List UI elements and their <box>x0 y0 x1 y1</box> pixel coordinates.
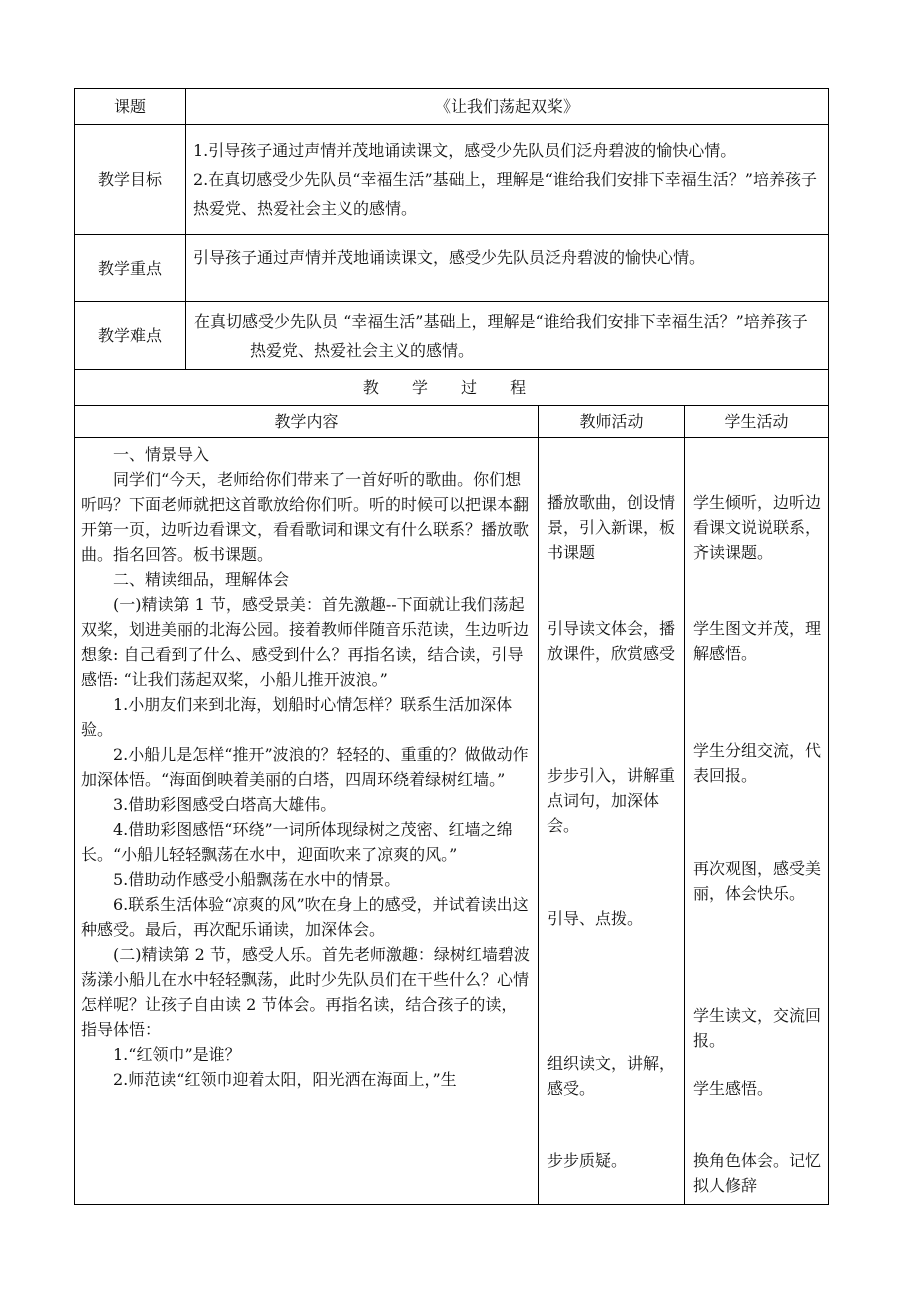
teacher-activity: 步步引入，讲解重点词句，加深体会。 <box>547 766 676 835</box>
key-point-label: 教学重点 <box>75 235 186 302</box>
goal-item-1: 1.引导孩子通过声情并茂地诵读课文，感受少先队员们泛舟碧波的愉快心情。 <box>193 141 737 160</box>
student-activity: 再次观图，感受美丽，体会快乐。 <box>693 859 822 903</box>
teacher-activity: 引导读文体会，播放课件，欣赏感受 <box>547 619 676 663</box>
content-item: 4.借助彩图感悟“环绕”一词所体现绿树之茂密、红墙之绵长。“小船儿轻轻飘荡在水中，迎面吹来了凉爽的风。” <box>81 820 513 864</box>
teacher-activity: 步步质疑。 <box>547 1151 628 1170</box>
content-item: 1.“红领巾”是谁？ <box>113 1045 241 1064</box>
teacher-activities <box>539 438 685 1205</box>
goals-row <box>75 125 829 235</box>
content-item: 6.联系生活体验“凉爽的风”吹在身上的感受，并试着读出这种感受。最后，再次配乐诵读，加深体会。 <box>81 895 529 939</box>
student-activity: 学生分组交流，代表回报。 <box>693 741 822 785</box>
student-activity: 学生读文，交流回报。 <box>693 1006 822 1050</box>
student-activities <box>685 438 829 1205</box>
key-point-text: 引导孩子通过声情并茂地诵读课文，感受少先队员泛舟碧波的愉快心情。 <box>186 235 829 302</box>
goals-label: 教学目标 <box>75 125 186 235</box>
difficulty-row <box>75 302 829 370</box>
content-paragraph: (一)精读第 1 节，感受景美：首先激趣--下面就让我们荡起双桨，划进美丽的北海公园。接着教师伴随音乐范读，生边听边想象: 自己看到了什么、感受到什么？再指名读，结合读，引导感悟: “让我们荡起双桨，小船儿推开波浪。” <box>81 595 530 689</box>
process-title: 教 学 过 程 <box>75 370 829 406</box>
difficulty-label: 教学难点 <box>75 302 186 370</box>
difficulty-text: 在真切感受少先队员 “幸福生活”基础上，理解是“谁给我们安排下幸福生活？”培养孩子热爱党、热爱社会主义的感情。 <box>186 302 829 370</box>
teacher-activity: 组织读文，讲解，感受。 <box>547 1054 676 1098</box>
content-item: 2.小船儿是怎样“推开”波浪的？轻轻的、重重的？做做动作加深体悟。“海面倒映着美丽的白塔，四周环绕着绿树红墙。” <box>81 745 529 789</box>
teacher-activity: 播放歌曲，创设情景，引入新课，板书课题 <box>547 493 676 562</box>
process-title-row <box>75 370 829 406</box>
content-item: 3.借助彩图感受白塔高大雄伟。 <box>113 795 337 814</box>
process-body-row <box>75 438 829 1205</box>
topic-row <box>75 89 829 125</box>
col-header-content: 教学内容 <box>75 406 539 438</box>
col-header-teacher: 教师活动 <box>539 406 685 438</box>
col-header-student: 学生活动 <box>685 406 829 438</box>
content-section-1-title: 一、情景导入 <box>113 445 210 464</box>
content-item: 1.小朋友们来到北海，划船时心情怎样？联系生活加深体验。 <box>81 695 513 739</box>
content-paragraph: 同学们“今天，老师给你们带来了一首好听的歌曲。你们想听吗？下面老师就把这首歌放给你们听。听的时候可以把课本翻开第一页，边听边看课文，看看歌词和课文有什么联系？播放歌曲。指名回答。板书课题。 <box>81 470 530 564</box>
student-activity: 学生感悟。 <box>693 1079 774 1098</box>
topic-value: 《让我们荡起双桨》 <box>186 89 829 125</box>
teaching-content <box>75 438 539 1205</box>
key-point-row <box>75 235 829 302</box>
student-activity: 学生倾听，边听边看课文说说联系，齐读课题。 <box>693 493 822 562</box>
column-header-row <box>75 406 829 438</box>
topic-label: 课题 <box>75 89 186 125</box>
content-paragraph: (二)精读第 2 节，感受人乐。首先老师激趣：绿树红墙碧波荡漾小船儿在水中轻轻飘荡，此时少先队员们在干些什么？心情怎样呢？让孩子自由读 2 节体会。再指名读，结合孩子的读，指导体悟： <box>81 945 530 1039</box>
student-activity: 学生图文并茂，理解感悟。 <box>693 619 822 663</box>
goals-content <box>186 125 829 235</box>
content-item: 5.借助动作感受小船飘荡在水中的情景。 <box>113 870 401 889</box>
content-section-2-title: 二、精读细品，理解体会 <box>113 570 290 589</box>
teacher-activity: 引导、点拨。 <box>547 909 644 928</box>
student-activity: 换角色体会。记忆拟人修辞 <box>693 1151 822 1195</box>
lesson-plan-table <box>74 88 829 1205</box>
goal-item-2: 2.在真切感受少先队员“幸福生活”基础上，理解是“谁给我们安排下幸福生活？”培养孩子热爱党、热爱社会主义的感情。 <box>193 170 817 218</box>
content-item: 2.师范读“红领巾迎着太阳，阳光洒在海面上，”生 <box>113 1070 457 1089</box>
